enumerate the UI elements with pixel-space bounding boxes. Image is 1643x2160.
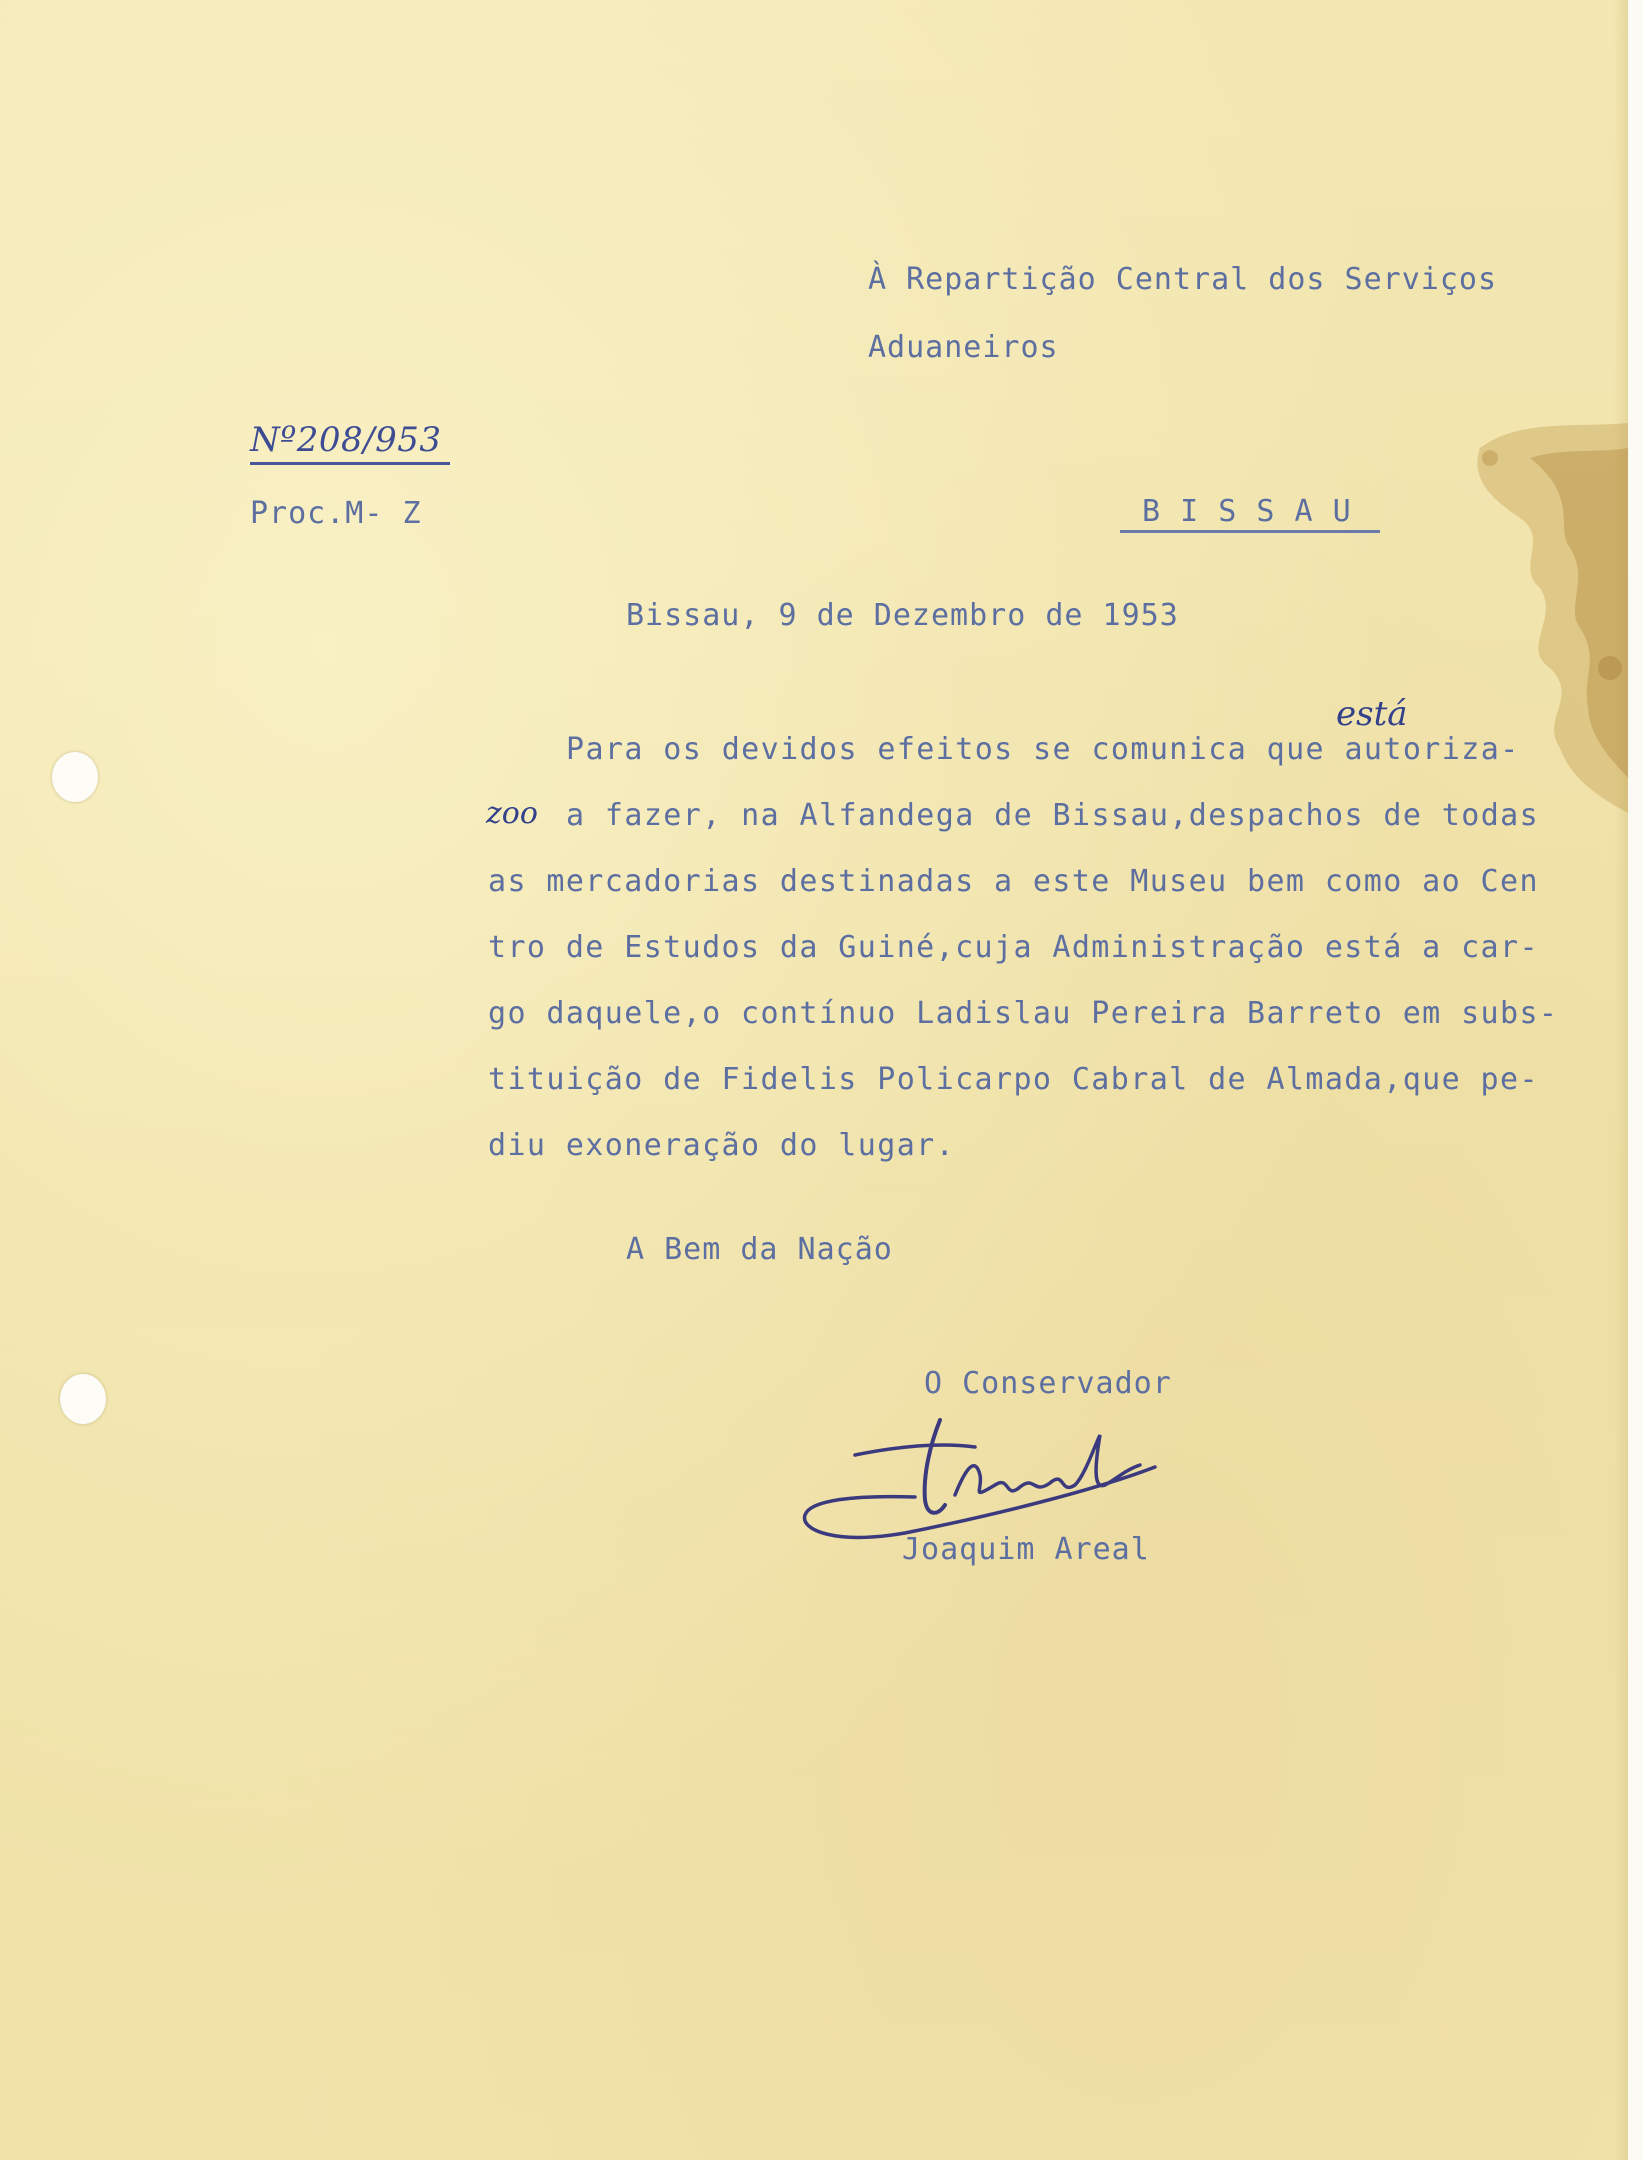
punch-hole-top	[52, 752, 98, 802]
body-line-1: Para os devidos efeitos se comunica que autoriza-	[566, 732, 1520, 767]
body-line-2: a fazer, na Alfandega de Bissau,despachos de todas	[566, 798, 1540, 833]
handwritten-signature	[795, 1415, 1165, 1550]
handwritten-insert-margin: zoo	[486, 796, 538, 831]
reference-number: Nº208/953	[250, 420, 442, 460]
closing-formula: A Bem da Nação	[626, 1232, 893, 1267]
destination-underline	[1120, 530, 1380, 533]
body-line-4: tro de Estudos da Guiné,cuja Administração está a car-	[488, 930, 1539, 965]
date-line: Bissau, 9 de Dezembro de 1953	[626, 598, 1179, 633]
reference-underline	[250, 462, 450, 465]
handwritten-insert-esta: está	[1336, 694, 1408, 734]
body-line-5: go daquele,o contínuo Ladislau Pereira Barreto em subs-	[488, 996, 1559, 1031]
addressee-line-1: À Repartição Central dos Serviços	[868, 262, 1498, 297]
signer-title: O Conservador	[924, 1366, 1172, 1401]
body-line-7: diu exoneração do lugar.	[488, 1128, 956, 1163]
paper-edge	[1614, 0, 1628, 2160]
body-line-6: tituição de Fidelis Policarpo Cabral de Almada,que pe-	[488, 1062, 1539, 1097]
signer-name: Joaquim Areal	[902, 1532, 1150, 1567]
body-line-3: as mercadorias destinadas a este Museu bem como ao Cen	[488, 864, 1539, 899]
destination-city: B I S S A U	[1142, 494, 1352, 529]
process-reference: Proc.M- Z	[250, 496, 422, 531]
addressee-line-2: Aduaneiros	[868, 330, 1059, 365]
punch-hole-bottom	[60, 1374, 106, 1424]
